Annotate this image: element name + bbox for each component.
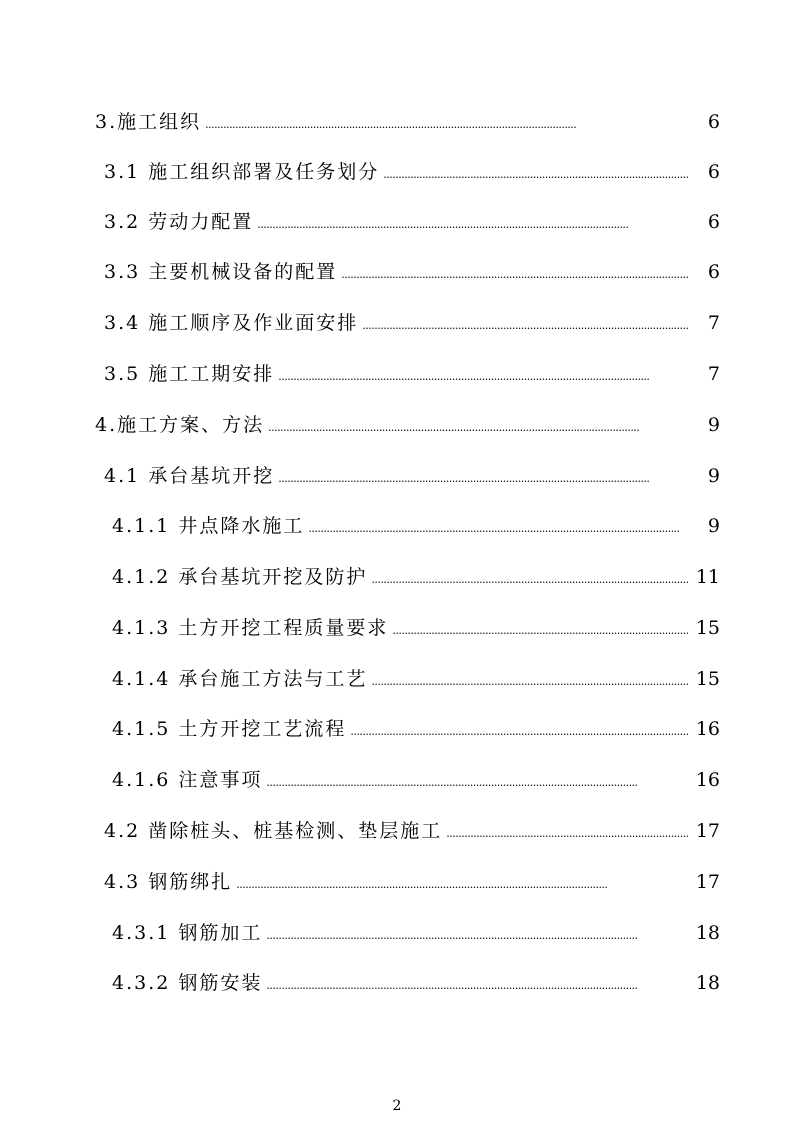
toc-entry-page: 9 (707, 465, 720, 487)
toc-entry-title: 4.3.1 钢筋加工 (112, 922, 263, 944)
dot-leader (371, 664, 688, 697)
toc-entry-page: 16 (695, 769, 720, 791)
dot-leader (278, 461, 688, 494)
toc-entry (104, 867, 720, 897)
toc-entry-page: 17 (695, 871, 720, 893)
dot-leader (278, 359, 688, 392)
toc-entry-page: 9 (707, 414, 720, 436)
toc-entry (112, 613, 720, 643)
dot-leader (205, 107, 688, 140)
toc-entry (104, 308, 720, 338)
toc-entry-title: 3.4 施工顺序及作业面安排 (104, 312, 359, 334)
toc-entry-title: 4.3.2 钢筋安装 (112, 972, 263, 994)
dot-leader (266, 765, 688, 798)
dot-leader (371, 562, 688, 595)
toc-entry (104, 157, 720, 187)
toc-entry-page: 18 (695, 972, 720, 994)
toc-entry-page: 6 (707, 211, 720, 233)
dot-leader (350, 714, 688, 747)
dot-leader (362, 308, 688, 341)
toc-entry-page: 7 (707, 363, 720, 385)
toc-entry (95, 410, 720, 440)
toc-entry-title: 3.施工组织 (95, 111, 202, 133)
toc-entry-title: 4.施工方案、方法 (95, 414, 265, 436)
page-number-footer: 2 (392, 1098, 402, 1114)
toc-entry-page: 15 (695, 617, 720, 639)
toc-entry (95, 107, 720, 137)
toc-entry (104, 207, 720, 237)
toc-entry-page: 11 (695, 566, 720, 588)
dot-leader (268, 410, 688, 443)
toc-entry (112, 562, 720, 592)
dot-leader (392, 613, 688, 646)
toc-entry-title: 3.3 主要机械设备的配置 (104, 261, 338, 283)
toc-entry-title: 4.1.6 注意事项 (112, 769, 263, 791)
toc-entry-title: 4.1.1 井点降水施工 (112, 515, 305, 537)
toc-entry (112, 968, 720, 998)
dot-leader (257, 207, 688, 240)
toc-entry (104, 816, 720, 846)
toc-entry-page: 17 (695, 820, 720, 842)
toc-entry-page: 16 (695, 718, 720, 740)
toc-entry-page: 15 (695, 668, 720, 690)
dot-leader (308, 511, 688, 544)
toc-entry (104, 461, 720, 491)
toc-entry-page: 6 (707, 161, 720, 183)
toc-entry-page: 9 (707, 515, 720, 537)
toc-entry (112, 765, 720, 795)
toc-entry-page: 7 (707, 312, 720, 334)
toc-entry (112, 714, 720, 744)
toc-entry (112, 511, 720, 541)
toc-entry-title: 3.5 施工工期安排 (104, 363, 275, 385)
toc-entry-title: 4.1 承台基坑开挖 (104, 465, 275, 487)
dot-leader (266, 918, 688, 951)
dot-leader (446, 816, 688, 849)
toc-entry-title: 4.1.2 承台基坑开挖及防护 (112, 566, 368, 588)
dot-leader (383, 157, 688, 190)
toc-entry-title: 4.1.5 土方开挖工艺流程 (112, 718, 347, 740)
dot-leader (341, 257, 688, 290)
dot-leader (236, 867, 688, 900)
toc-entry (104, 359, 720, 389)
toc-entry-title: 4.3 钢筋绑扎 (104, 871, 233, 893)
toc-entry-page: 6 (707, 261, 720, 283)
toc-entry-title: 4.1.4 承台施工方法与工艺 (112, 668, 368, 690)
toc-entry-page: 18 (695, 922, 720, 944)
toc-entry (112, 918, 720, 948)
toc-entry (104, 257, 720, 287)
toc-entry (112, 664, 720, 694)
toc-entry-page: 6 (707, 111, 720, 133)
toc-entry-title: 3.2 劳动力配置 (104, 211, 254, 233)
toc-entry-title: 4.1.3 土方开挖工程质量要求 (112, 617, 389, 639)
toc-entry-title: 3.1 施工组织部署及任务划分 (104, 161, 380, 183)
dot-leader (266, 968, 688, 1001)
toc-entry-title: 4.2 凿除桩头、桩基检测、垫层施工 (104, 820, 443, 842)
